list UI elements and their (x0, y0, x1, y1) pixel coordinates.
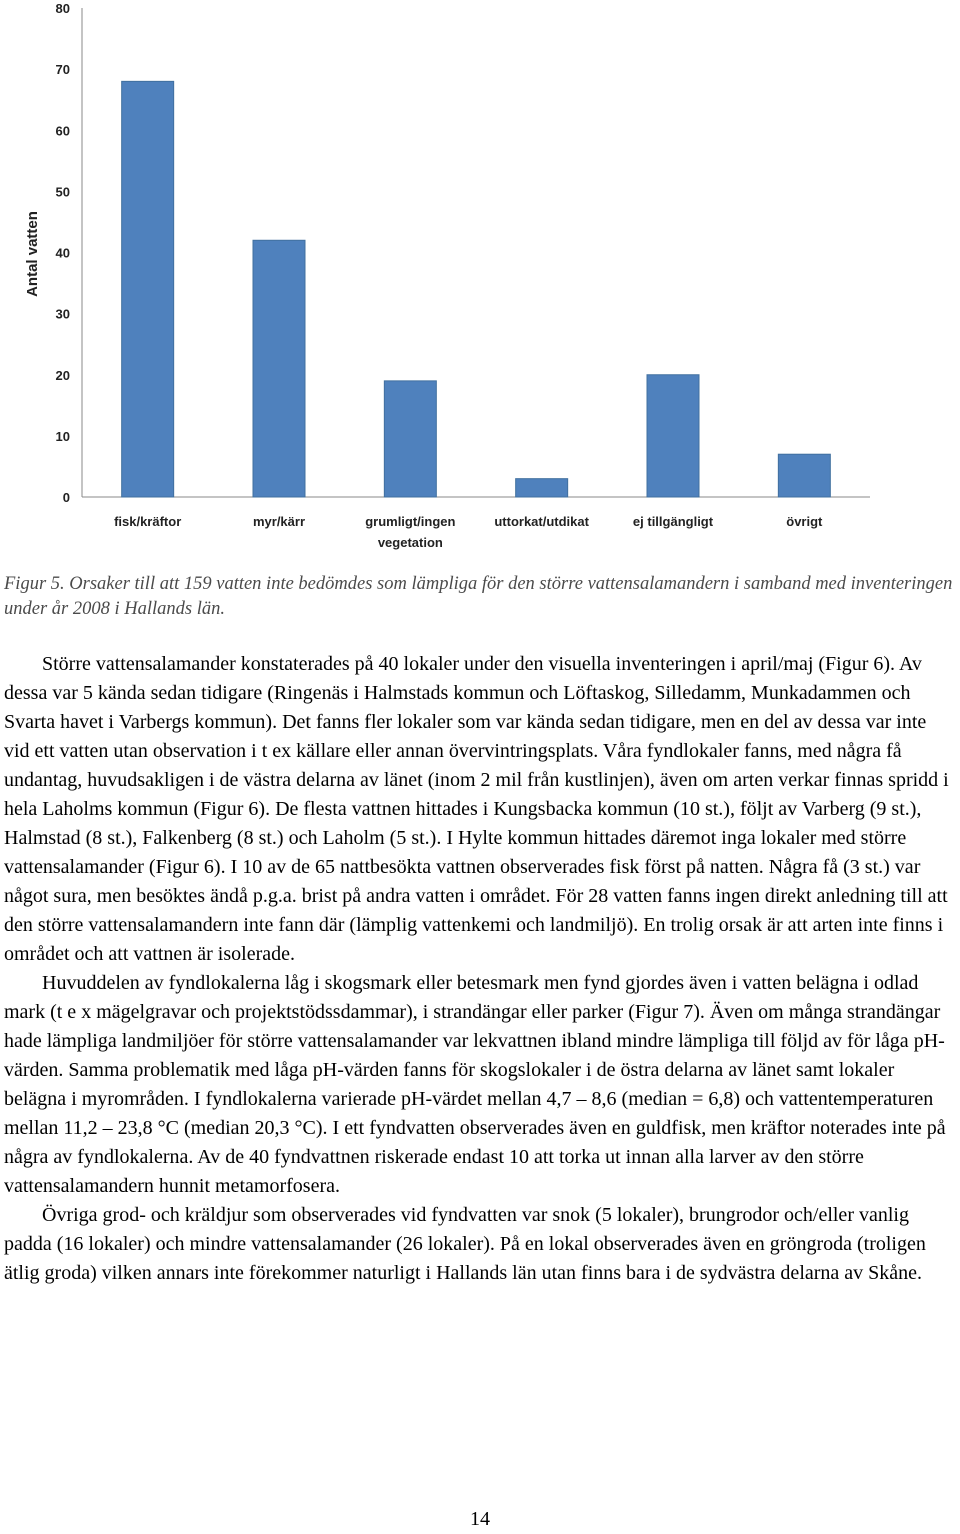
body-text (4, 650, 956, 1288)
figure-caption: Figur 5. Orsaker till att 159 vatten inte bedömdes som lämpliga för den större vattensalamandern i samband med inventeringen under år 2008 i Hallands län. (4, 574, 953, 619)
y-tick-label: 20 (55, 367, 70, 383)
y-tick-label: 80 (55, 1, 70, 16)
x-category-label: uttorkat/utdikat (494, 514, 589, 529)
y-tick-label: 70 (55, 62, 70, 78)
x-category-label: vegetation (377, 535, 443, 550)
paragraph: Övriga grod- och kräldjur som observerades vid fyndvatten var snok (5 lokaler), brungrodor och/eller vanlig padda (16 lokaler) och mindre vattensalamander (26 lokaler). På en lokal observerades även en gröngroda (troligen ätlig groda) vilken annars inte förekommer naturligt i Hallands län utan finns bara i de sydvästra delarna av Skåne. (4, 1204, 926, 1284)
y-tick-label: 30 (55, 306, 70, 322)
x-category-label: ej tillgängligt (632, 514, 714, 529)
bar (647, 375, 699, 497)
y-axis-label: Antal vatten (24, 211, 41, 297)
bar (516, 479, 568, 497)
x-category-label: grumligt/ingen (365, 514, 456, 529)
bar (384, 381, 436, 497)
x-category-label: övrigt (786, 514, 823, 529)
y-tick-label: 60 (55, 123, 70, 139)
bar-chart (0, 0, 960, 560)
bar (122, 81, 174, 497)
y-tick-label: 50 (55, 184, 70, 200)
y-tick-label: 40 (55, 245, 70, 261)
x-category-label: myr/kärr (252, 514, 306, 529)
bar (253, 240, 305, 497)
bar (778, 454, 830, 497)
paragraph: Större vattensalamander konstaterades på 40 lokaler under den visuella inventeringen i april/maj (Figur 6). Av dessa var 5 kända sedan tidigare (Ringenäs i Halmstads kommun och Löftaskog, Silledamm, Munkadammen och Svarta havet i Varbergs kommun). Det fanns fler lokaler som var kända sedan tidigare, men en del av dessa var inte vid ett vatten utan observation i t ex källare eller annan övervintringsplats. Våra fyndlokaler fanns, med några få undantag, huvudsakligen i de västra delarna av länet (inom 2 mil från kustlinjen), även om arten verkar finnas spridd i hela Laholms kommun (Figur 6). De flesta vattnen hittades i Kungsbacka kommun (10 st.), följt av Varberg (9 st.), Halmstad (8 st.), Falkenberg (8 st.) och Laholm (5 st.). I Hylte kommun hittades däremot inga lokaler med större vattensalamander (Figur 6). I 10 av de 65 nattbesökta vattnen observerades fisk först på natten. Några få (3 st.) var något sura, men besöktes ändå p.g.a. brist på andra vatten i området. För 28 vatten fanns ingen direkt anledning till att den större vattensalamandern inte fann där (lämplig vattenkemi och landmiljö). En trolig orsak är att arten inte finns i området och att vattnen är isolerade. (4, 653, 949, 965)
x-category-label: fisk/kräftor (114, 514, 182, 529)
y-tick-label: 0 (62, 490, 70, 505)
x-label-group (114, 514, 823, 550)
y-tick-label: 10 (55, 428, 70, 444)
bar-group (122, 81, 831, 497)
paragraph: Huvuddelen av fyndlokalerna låg i skogsmark eller betesmark men fynd gjordes även i vatten belägna i odlad mark (t e x mägelgravar och projektstödssdammar), i strandängar eller parker (Figur 7). Även om många strandängar hade lämpliga landmiljöer för större vattensalamander var lekvattnen ibland mindre lämpliga till följd av för låga pH-värden. Samma problematik med låga pH-värden fanns för skogslokaler i de östra delarna av länet samt lokaler belägna i myrområden. I fyndlokalerna varierade pH-värdet mellan 4,7 – 8,6 (median = 6,8) och vattentemperaturen mellan 11,2 – 23,8 °C (median 20,3 °C). I ett fyndvatten observerades även en guldfisk, men kräftor noterades inte på några av fyndlokalerna. Av de 40 fyndvattnen riskerade endast 10 att torka ut innan alla larver av den större vattensalamandern hunnit metamorfosera. (4, 972, 946, 1197)
y-tick-group (56, 1, 70, 505)
page-number: 14 (470, 1508, 490, 1530)
